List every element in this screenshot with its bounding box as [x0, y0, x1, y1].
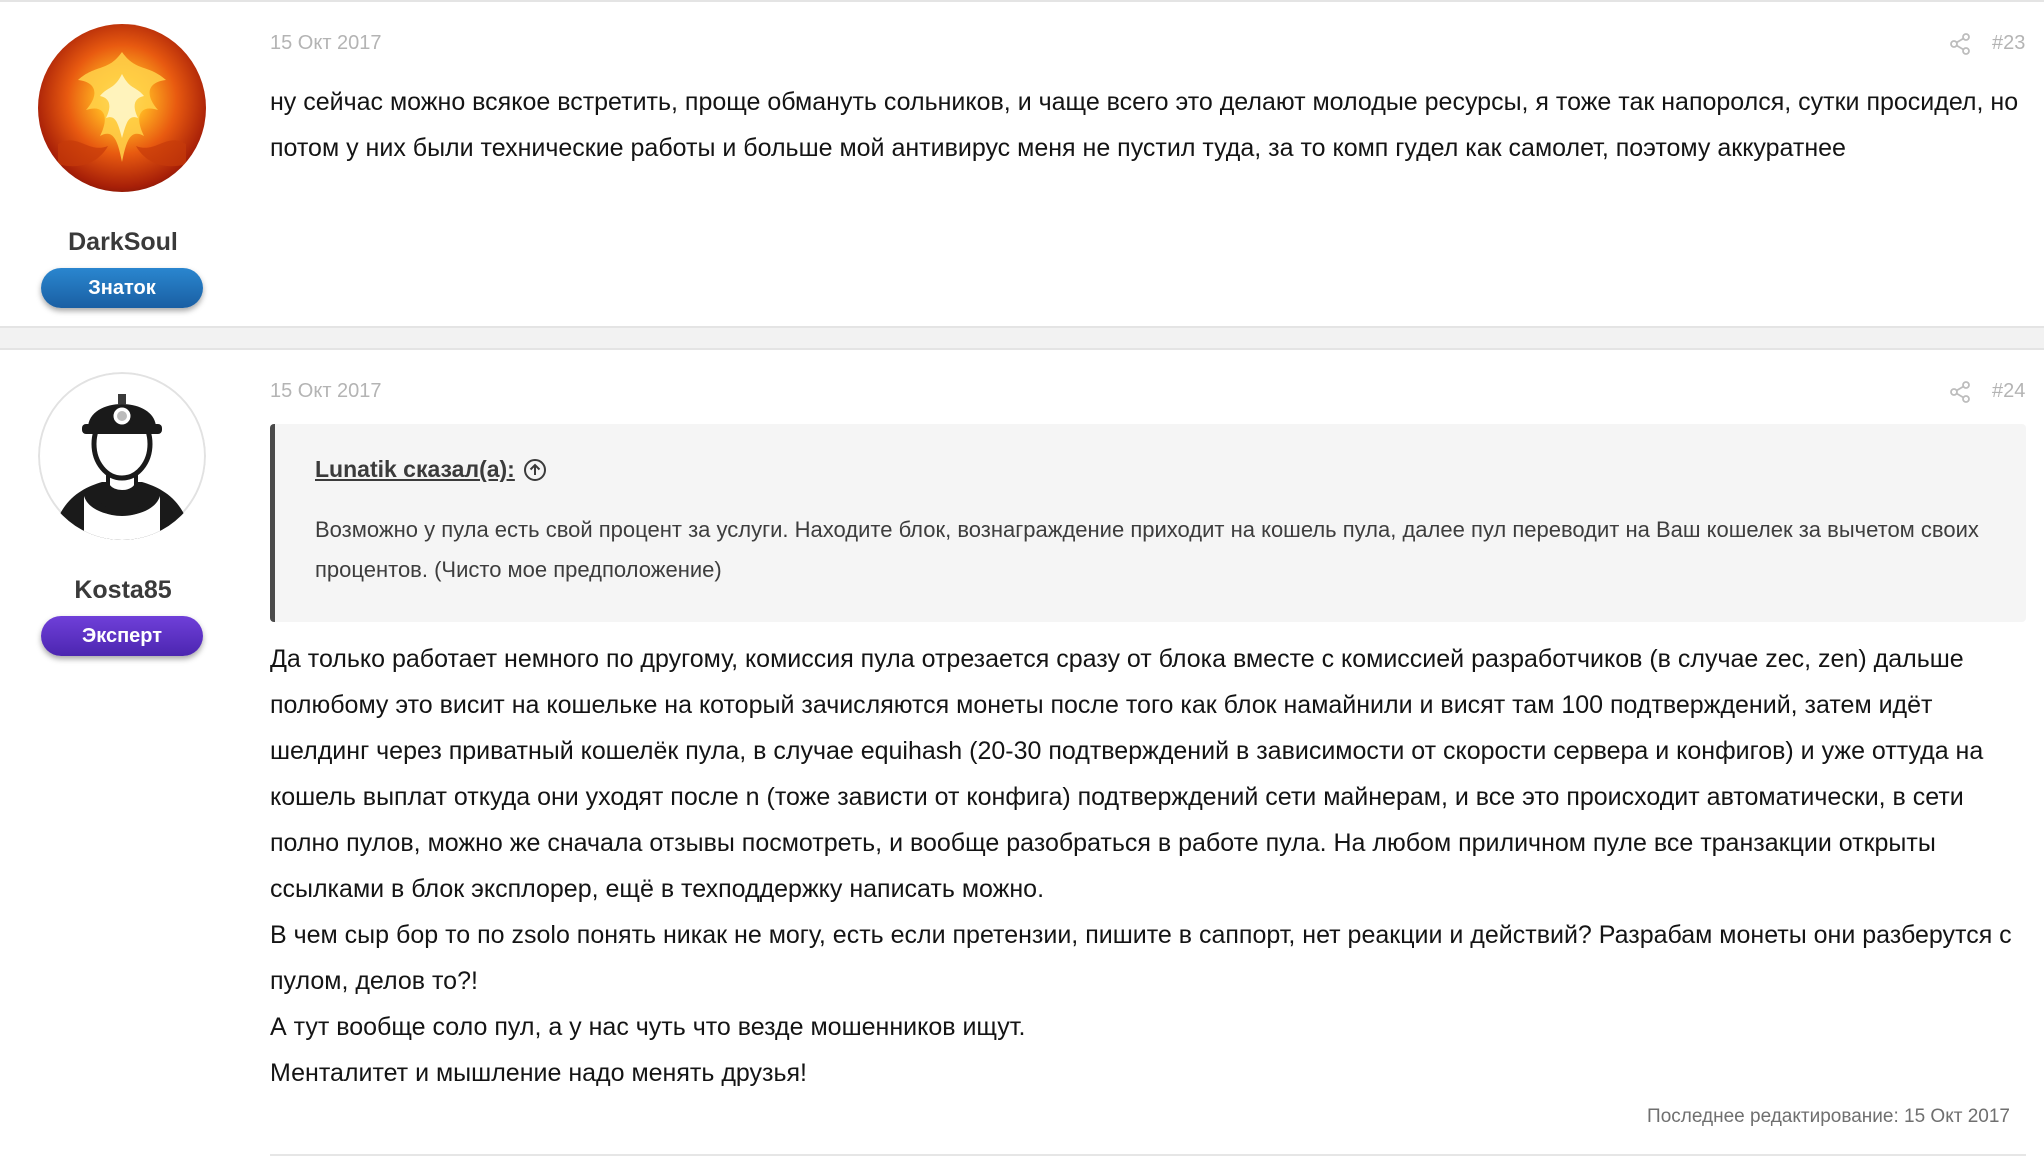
post-footer-divider — [270, 1154, 2026, 1156]
user-title-badge: Эксперт — [41, 616, 203, 656]
quote-text: Возможно у пула есть свой процент за услуги. Находите блок, вознаграждение приходит на кошель пула, далее пул переводит на Ваш кошелек за вычетом своих процентов. (Чисто мое предположение) — [315, 517, 1979, 582]
miner-helmet-avatar-icon — [38, 372, 206, 540]
post-number-link[interactable]: #23 — [1992, 32, 2026, 54]
post-message — [270, 79, 2026, 171]
share-icon[interactable] — [1948, 32, 1972, 56]
post-date[interactable]: 15 Окт 2017 — [270, 32, 382, 54]
post-number-link[interactable]: #24 — [1992, 380, 2026, 402]
arrow-up-circle-icon[interactable] — [523, 458, 547, 482]
post-message — [270, 636, 2026, 1096]
message-paragraph: Да только работает немного по другому, комиссия пула отрезается сразу от блока вместе с комиссией разработчиков (в случае zec, zen) дальше полюбому это висит на кошельке на который зачисляются монеты после того как блок намайнили и висят там 100 подтверждений, затем идёт шелдинг через приватный кошелёк пула, в случае equihash (20-30 подтверждений в зависимости от скорости сервера и конфигов) и уже оттуда на кошель выплат откуда они уходят после n (тоже зависти от конфига) подтверждений сети майнерам, и все это происходит автоматически, в сети полно пулов, можно же сначала отзывы посмотреть, и вообще разобраться в работе пула. На любом приличном пуле все транзакции открыты ссылками в блок эксплорер, ещё в техподдержку написать можно. — [270, 645, 1984, 903]
phoenix-flame-avatar-icon — [38, 24, 206, 192]
avatar-kosta85[interactable] — [38, 372, 206, 540]
message-paragraph: Менталитет и мышление надо менять друзья! — [270, 1059, 807, 1087]
message-paragraph: ну сейчас можно всякое встретить, проще обмануть сольников, и чаще всего это делают молодые ресурсы, я тоже так напоролся, сутки просидел, но потом у них были технические работы и больше мой антивирус меня не пустил туда, за то комп гудел как самолет, поэтому аккуратнее — [270, 88, 2019, 162]
quote-author-link[interactable]: Lunatik сказал(а): — [315, 456, 515, 482]
last-edited-note: Последнее редактирование: 15 Окт 2017 — [1647, 1106, 2010, 1127]
post-date[interactable]: 15 Окт 2017 — [270, 380, 382, 402]
message-paragraph: А тут вообще соло пул, а у нас чуть что везде мошенников ищут. — [270, 1013, 1026, 1041]
username[interactable]: Kosta85 — [74, 576, 172, 604]
user-title-badge: Знаток — [41, 268, 203, 308]
avatar-darksoul[interactable] — [38, 24, 206, 192]
quote-block — [270, 424, 2026, 622]
post-24 — [0, 348, 2044, 1157]
post-23 — [0, 0, 2044, 328]
share-icon[interactable] — [1948, 380, 1972, 404]
message-paragraph: В чем сыр бор то по zsolo понять никак не могу, есть если претензии, пишите в саппорт, нет реакции и действий? Разрабам монеты они разберутся с пулом, делов то?! — [270, 921, 2012, 995]
username[interactable]: DarkSoul — [68, 228, 178, 256]
